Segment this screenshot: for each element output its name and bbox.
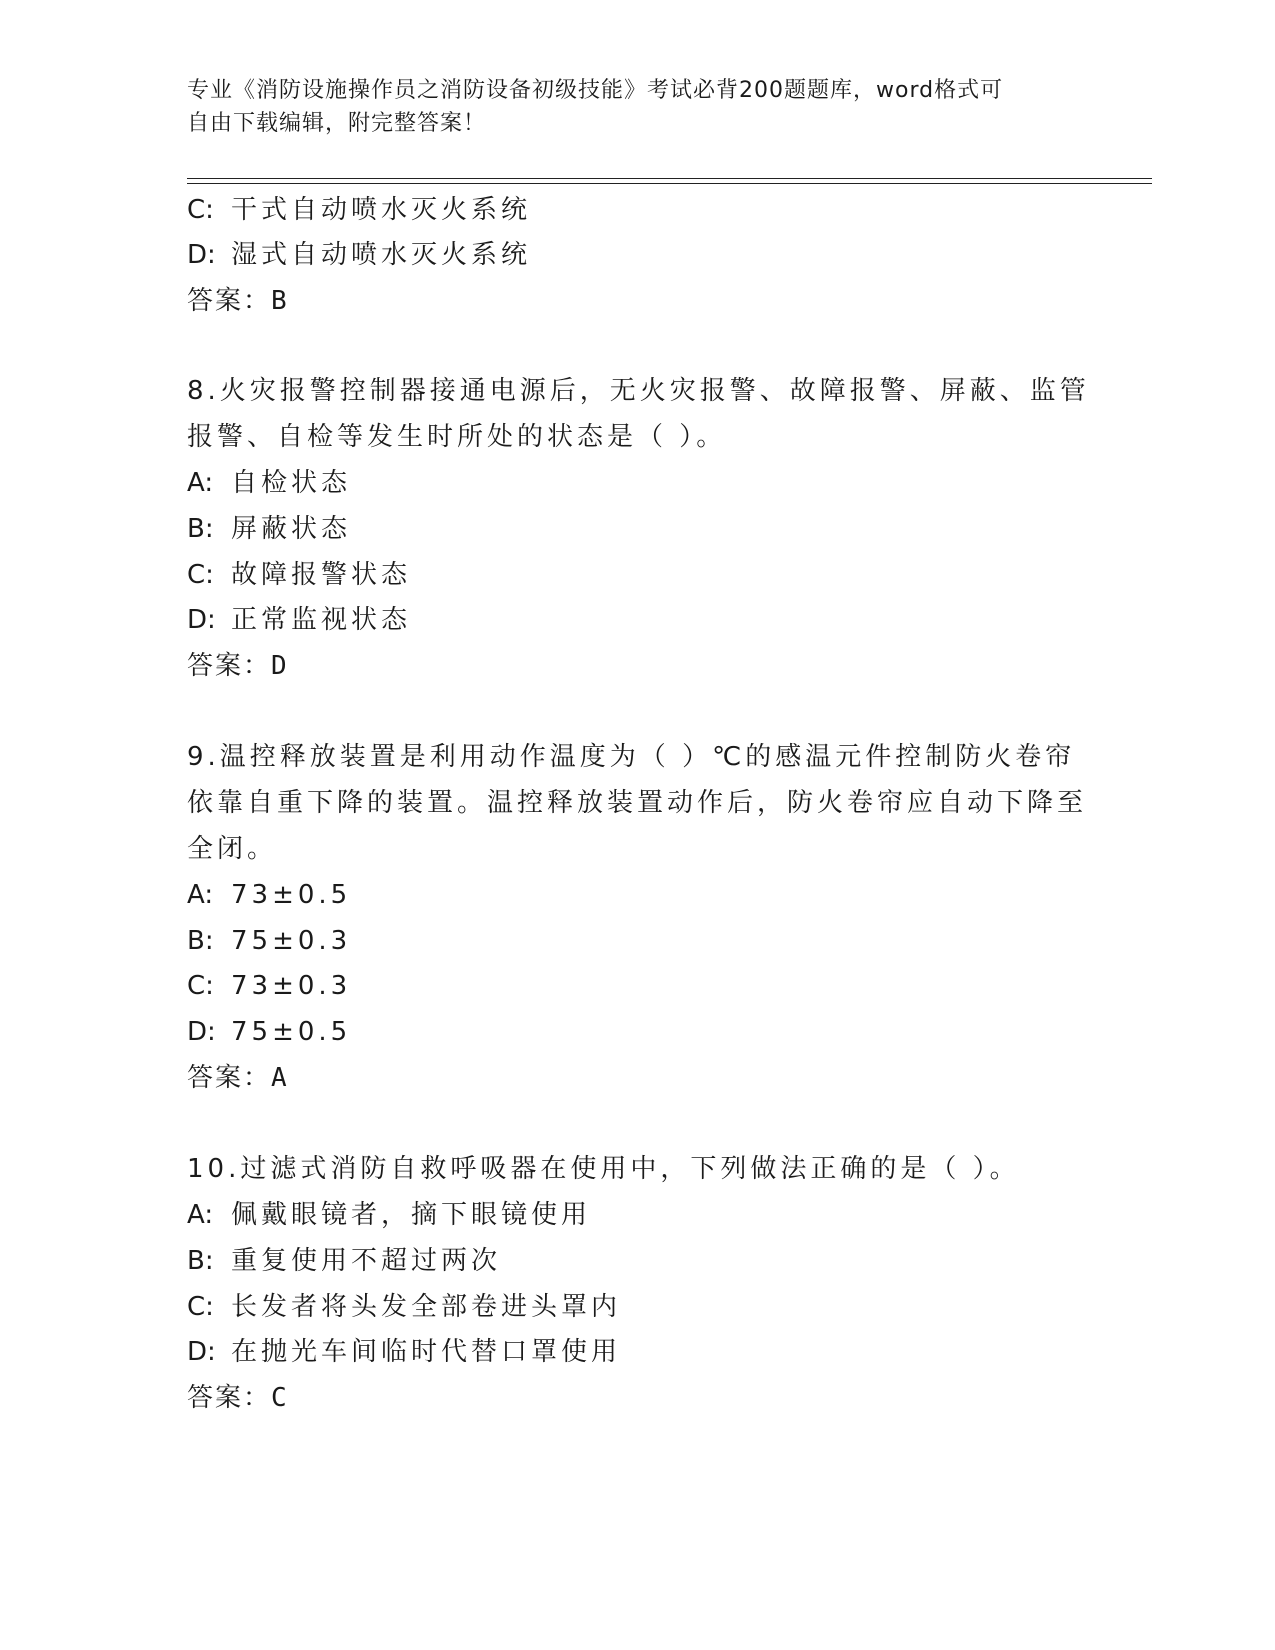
option-text: 重复使用不超过两次: [231, 1246, 502, 1276]
option-key: C:: [187, 1292, 214, 1322]
option-key: D:: [187, 1017, 216, 1047]
q10-stem-line-1: 10.过滤式消防自救呼吸器在使用中，下列做法正确的是（ ）。: [187, 1154, 1020, 1184]
q9-stem-line-3: 全闭。: [187, 834, 278, 864]
q9-answer: [187, 1061, 287, 1095]
option-key: D:: [187, 1337, 216, 1367]
q10-answer: [187, 1381, 287, 1415]
option-text: 故障报警状态: [231, 560, 412, 590]
option-key: B:: [187, 926, 214, 956]
q10-option-b: [187, 1244, 501, 1278]
option-text: 73±0.5: [231, 880, 352, 910]
q8-stem-line-1: 8.火灾报警控制器接通电源后，无火灾报警、故障报警、屏蔽、监管: [187, 376, 1090, 406]
answer-label: 答案：: [187, 1383, 272, 1413]
q8-stem-line-2: 报警、自检等发生时所处的状态是（ ）。: [187, 422, 727, 452]
q10-option-c: [187, 1290, 621, 1324]
option-text: 在抛光车间临时代替口罩使用: [231, 1337, 622, 1367]
q9-option-c: [187, 969, 351, 1003]
option-key: D:: [187, 240, 216, 270]
option-text: 自检状态: [231, 468, 352, 498]
option-key: A:: [187, 468, 214, 498]
header-divider-bottom: [187, 183, 1152, 184]
option-text: 长发者将头发全部卷进头罩内: [231, 1292, 622, 1322]
option-text: 屏蔽状态: [231, 514, 352, 544]
option-text: 干式自动喷水灭火系统: [231, 195, 532, 225]
q8-option-b: [187, 512, 351, 546]
q10-option-d: [187, 1335, 621, 1369]
option-key: D:: [187, 605, 216, 635]
q8-option-d: [187, 603, 411, 637]
option-text: 75±0.5: [231, 1017, 352, 1047]
q9-option-a: [187, 878, 351, 912]
option-key: A:: [187, 880, 214, 910]
header-line-1: 专业《消防设施操作员之消防设备初级技能》考试必背200题题库，word格式可: [187, 78, 1004, 103]
q8-option-c: [187, 558, 411, 592]
option-key: C:: [187, 195, 214, 225]
q7-option-d: [187, 238, 531, 272]
answer-value: D: [271, 651, 287, 681]
q8-option-a: [187, 466, 351, 500]
option-text: 正常监视状态: [231, 605, 412, 635]
option-key: B:: [187, 1246, 214, 1276]
option-key: A:: [187, 1200, 214, 1230]
answer-label: 答案：: [187, 1063, 272, 1093]
q8-answer: [187, 649, 287, 683]
document-header: [187, 74, 1067, 140]
option-text: 湿式自动喷水灭火系统: [231, 240, 532, 270]
q9-option-b: [187, 924, 351, 958]
option-text: 73±0.3: [231, 971, 352, 1001]
answer-value: C: [271, 1383, 287, 1413]
q7-answer: [187, 284, 287, 318]
option-key: C:: [187, 971, 214, 1001]
q9-stem-line-2: 依靠自重下降的装置。温控释放装置动作后，防火卷帘应自动下降至: [187, 788, 1088, 818]
answer-value: B: [271, 286, 287, 316]
header-divider-top: [187, 178, 1152, 179]
answer-value: A: [271, 1063, 287, 1093]
q7-option-c: [187, 193, 531, 227]
q9-option-d: [187, 1015, 351, 1049]
option-key: C:: [187, 560, 214, 590]
option-text: 75±0.3: [231, 926, 352, 956]
q10-option-a: [187, 1198, 591, 1232]
q9-stem-line-1: 9.温控释放装置是利用动作温度为（ ）℃的感温元件控制防火卷帘: [187, 742, 1076, 772]
answer-label: 答案：: [187, 651, 272, 681]
option-text: 佩戴眼镜者，摘下眼镜使用: [231, 1200, 592, 1230]
option-key: B:: [187, 514, 214, 544]
header-line-2: 自由下载编辑，附完整答案！: [187, 111, 487, 136]
answer-label: 答案：: [187, 286, 272, 316]
